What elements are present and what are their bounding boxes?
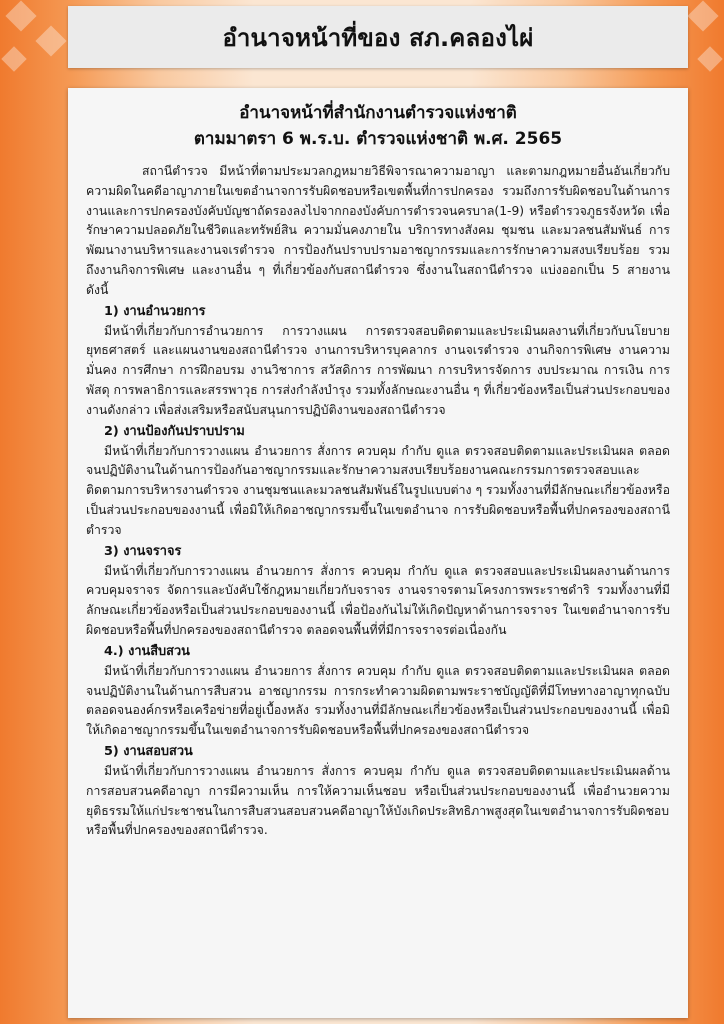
document-title: อำนาจหน้าที่สำนักงานตำรวจแห่งชาติ [239,103,517,123]
section-body: มีหน้าที่เกี่ยวกับการวางแผน อำนวยการ สั่งการ ควบคุม กำกับ ดูแล ตรวจสอบติดตามและประเมินผล ตลอดจนปฏิบัติงานในด้านการป้องกันอาชญากรรมและรักษาความสงบเรียบร้อยงานคณะกรรมการตรวจสอบและติดตามการบริหารงานตำรวจ งานชุมชนและมวลชนสัมพันธ์ในรูปแบบต่าง ๆ รวมทั้งงานที่มีลักษณะเกี่ยวข้องหรือเป็นส่วนประกอบของงานนี้ เพื่อมิให้เกิดอาชญากรรมขึ้นในเขตอำนาจ การรับผิดชอบหรือพื้นที่ปกครองของสถานีตำรวจ [86,443,670,537]
section-heading: 3) งานจราจร [104,543,182,559]
intro-paragraph: สถานีตำรวจ มีหน้าที่ตามประมวลกฎหมายวิธีพิจารณาความอาญา และตามกฎหมายอื่นอันเกี่ยวกับความผิดในคดีอาญาภายในเขตอำนาจการรับผิดชอบหรือเขตพื้นที่การปกครอง รวมถึงการรับผิดชอบในด้านการงานและการปกครองบังคับบัญชาถัดรองลงไปจากกองบังคับการตำรวจนครบาล(1-9) หรือตำรวจภูธรจังหวัด เพื่อรักษาความปลอดภัยในชีวิตและทรัพย์สิน ความมั่นคงภายใน บริการทางสังคม ชุมชน และมวลชนสัมพันธ์ การพัฒนางานบริหารและงานจเรตำรวจ การป้องกันปราบปรามอาชญากรรมและการรักษาความสงบเรียบร้อย รวมถึงงานกิจการพิเศษ และงานอื่น ๆ ที่เกี่ยวข้องกับสถานีตำรวจ ซึ่งงานในสถานีตำรวจ แบ่งออกเป็น 5 สายงาน ดังนี้ [86,164,670,297]
section-heading: 2) งานป้องกันปราบปราม [104,423,245,439]
section-administration [86,302,670,421]
document-subtitle: ตามมาตรา 6 พ.ร.บ. ตำรวจแห่งชาติ พ.ศ. 2565 [193,129,563,149]
section-crime-prevention [86,422,670,541]
section-body: มีหน้าที่เกี่ยวกับการวางแผน อำนวยการ สั่งการ ควบคุม กำกับ ดูแล ตรวจสอบติดตามและประเมินผล ตลอดจนปฏิบัติงานในด้านการสืบสวน อาชญากรรม การกระทำความผิดตามพระราชบัญญัติที่มีโทษทางอาญาทุกฉบับ ตลอดจนองค์กรหรือเครือข่ายที่อยู่เบื้องหลัง รวมทั้งงานที่มีลักษณะเกี่ยวข้องหรือเป็นส่วนประกอบของงานนี้ เพื่อมิให้เกิดอาชญากรรมขึ้นในเขตอำนาจการรับผิดชอบหรือพื้นที่ปกครองของสถานีตำรวจ [86,663,670,738]
section-heading: 5) งานสอบสวน [104,743,193,759]
section-inquiry [86,742,670,841]
document-panel [68,88,688,1018]
section-heading: 4.) งานสืบสวน [104,643,190,659]
section-traffic [86,542,670,641]
section-investigation [86,642,670,741]
section-body: มีหน้าที่เกี่ยวกับการวางแผน อำนวยการ สั่งการ ควบคุม กำกับ ดูแล ตรวจสอบติดตามและประเมินผลด้านการสอบสวนคดีอาญา การมีความเห็น การให้ความเห็นชอบ หรือเป็นส่วนประกอบของงานนี้ เพื่ออำนวยความยุติธรรมให้แก่ประชาชนในการสืบสวนสอบสวนคดีอาญาให้บังเกิดประสิทธิภาพสูงสุดในเขตอำนาจการรับผิดชอบหรือพื้นที่ปกครองของสถานีตำรวจ. [86,763,670,838]
section-body: มีหน้าที่เกี่ยวกับการวางแผน อำนวยการ สั่งการ ควบคุม กำกับ ดูแล ตรวจสอบและประเมินผลงานด้านการควบคุมจราจร จัดการและบังคับใช้กฎหมายเกี่ยวกับจราจร งานจราจรตามโครงการพระราชดำริ รวมทั้งงานที่มีลักษณะเกี่ยวข้องหรือเป็นส่วนประกอบของงานนี้ เพื่อป้องกันไม่ให้เกิดปัญหาด้านการจราจร ในเขตอำนาจการรับผิดชอบหรือพื้นที่ปกครองของสถานีตำรวจ ตลอดจนพื้นที่ที่มีการจราจรต่อเนื่องกัน [86,563,670,637]
page-title: อำนาจหน้าที่ของ สภ.คลองไผ่ [222,23,534,52]
section-body: มีหน้าที่เกี่ยวกับการอำนวยการ การวางแผน การตรวจสอบติดตามและประเมินผลงานที่เกี่ยวกับนโยบาย ยุทธศาสตร์ และแผนงานของสถานีตำรวจ งานการบริหารบุคลากร งานจเรตำรวจ งานกิจการพิเศษ งานความมั่นคง การศึกษา การฝึกอบรม งานวิชาการ สวัสดิการ การพัฒนา การบริหารจัดการ งบประมาณ การเงิน การพัสดุ การพลาธิการและสรรพาวุธ การส่งกำลังบำรุง รวมทั้งลักษณะงานอื่น ๆ ที่เกี่ยวข้องหรือเป็นส่วนประกอบของงานดังกล่าว เพื่อส่งเสริมหรือสนับสนุนการปฏิบัติงานของสถานีตำรวจ [86,323,670,417]
section-heading: 1) งานอำนวยการ [104,303,206,319]
header-banner [68,6,688,68]
